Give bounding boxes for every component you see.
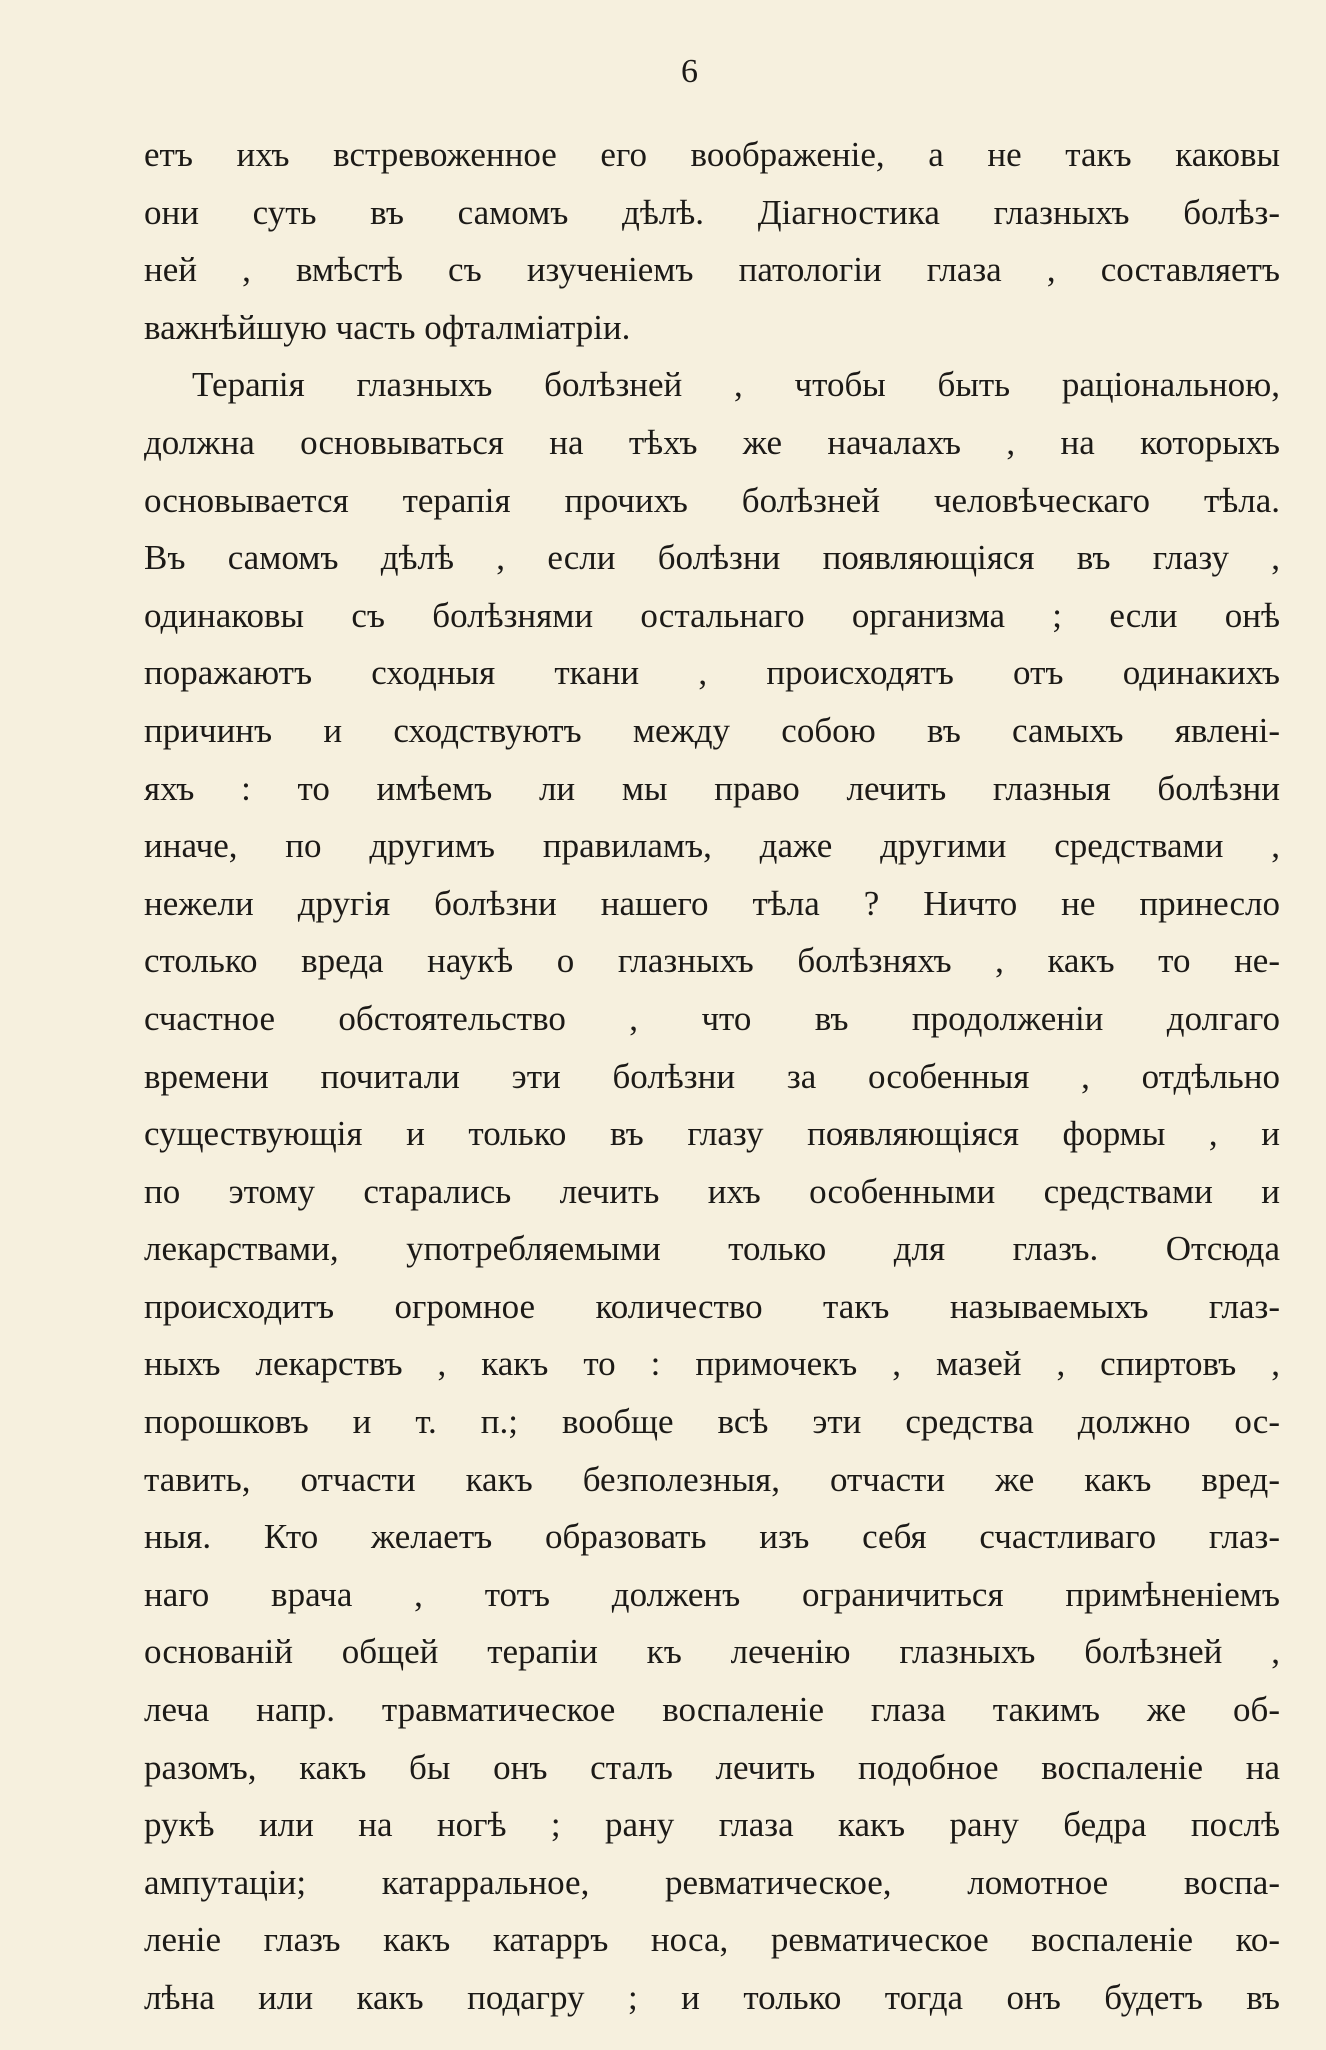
text-line: яхъ : то имѣемъ ли мы право лечить глазныя болѣзни <box>144 768 1280 808</box>
text-line: ней , вмѣстѣ съ изученіемъ патологіи глаза , составляетъ <box>144 250 1280 290</box>
text-line: рукѣ или на ногѣ ; рану глаза какъ рану бедра послѣ <box>144 1805 1280 1845</box>
text-line: лѣна или какъ подагру ; и только тогда онъ будетъ въ <box>144 1978 1280 2017</box>
text-line: происходитъ огромное количество такъ называемыхъ глаз- <box>144 1286 1280 1326</box>
text-line: ныхъ лекарствъ , какъ то : примочекъ , мазей , спиртовъ , <box>144 1344 1280 1384</box>
text-line: наго врача , тотъ долженъ ограничиться примѣненіемъ <box>144 1574 1280 1614</box>
text-line: ампутаціи; катарральное, ревматическое, ломотное воспа- <box>144 1862 1280 1902</box>
text-line: леча напр. травматическое воспаленіе глаза такимъ же об- <box>144 1690 1280 1730</box>
text-line: лекарствами, употребляемыми только для глазъ. Отсюда <box>144 1229 1280 1269</box>
paragraph-1 <box>144 126 1280 356</box>
text-line: они суть въ самомъ дѣлѣ. Діагностика глазныхъ болѣз- <box>144 192 1280 232</box>
text-line: по этому старались лечить ихъ особенными средствами и <box>144 1171 1280 1211</box>
text-line: счастное обстоятельство , что въ продолженіи долгаго <box>144 998 1280 1038</box>
text-line: столько вреда наукѣ о глазныхъ болѣзняхъ , какъ то не- <box>144 941 1280 981</box>
text-line: существующія и только въ глазу появляющіяся формы , и <box>144 1114 1280 1154</box>
text-line: должна основываться на тѣхъ же началахъ , на которыхъ <box>144 422 1280 462</box>
text-line: Въ самомъ дѣлѣ , если болѣзни появляющіяся въ глазу , <box>144 538 1280 578</box>
text-line: порошковъ и т. п.; вообще всѣ эти средства должно ос- <box>144 1402 1280 1442</box>
text-line: нежели другія болѣзни нашего тѣла ? Ничто не принесло <box>144 883 1280 923</box>
text-line: иначе, по другимъ правиламъ, даже другими средствами , <box>144 826 1280 866</box>
text-line: етъ ихъ встревоженное его воображеніе, а не такъ каковы <box>144 135 1280 174</box>
text-line: леніе глазъ какъ катарръ носа, ревматическое воспаленіе ко- <box>144 1920 1280 1960</box>
text-line: важнѣйшую часть офталміатріи. <box>144 307 631 347</box>
text-line: одинаковы съ болѣзнями остальнаго организма ; если онѣ <box>144 595 1280 635</box>
text-line: основаній общей терапіи къ леченію глазныхъ болѣзней , <box>144 1632 1280 1672</box>
text-line: времени почитали эти болѣзни за особенныя , отдѣльно <box>144 1056 1280 1096</box>
page-text <box>144 126 1280 2027</box>
text-line: ныя. Кто желаетъ образовать изъ себя счастливаго глаз- <box>144 1517 1280 1557</box>
text-line: тавить, отчасти какъ безполезныя, отчасти же какъ вред- <box>144 1459 1280 1499</box>
paragraph-2 <box>144 356 1280 2026</box>
text-line: разомъ, какъ бы онъ сталъ лечить подобное воспаленіе на <box>144 1747 1280 1787</box>
page-number: 6 <box>681 53 699 90</box>
text-line: Терапія глазныхъ болѣзней , чтобы быть раціональною, <box>192 365 1280 405</box>
text-line: причинъ и сходствуютъ между собою въ самыхъ явлені- <box>144 710 1280 750</box>
text-line: поражаютъ сходныя ткани , происходятъ отъ одинакихъ <box>144 653 1280 693</box>
text-line: основывается терапія прочихъ болѣзней человѣческаго тѣла. <box>144 480 1280 520</box>
